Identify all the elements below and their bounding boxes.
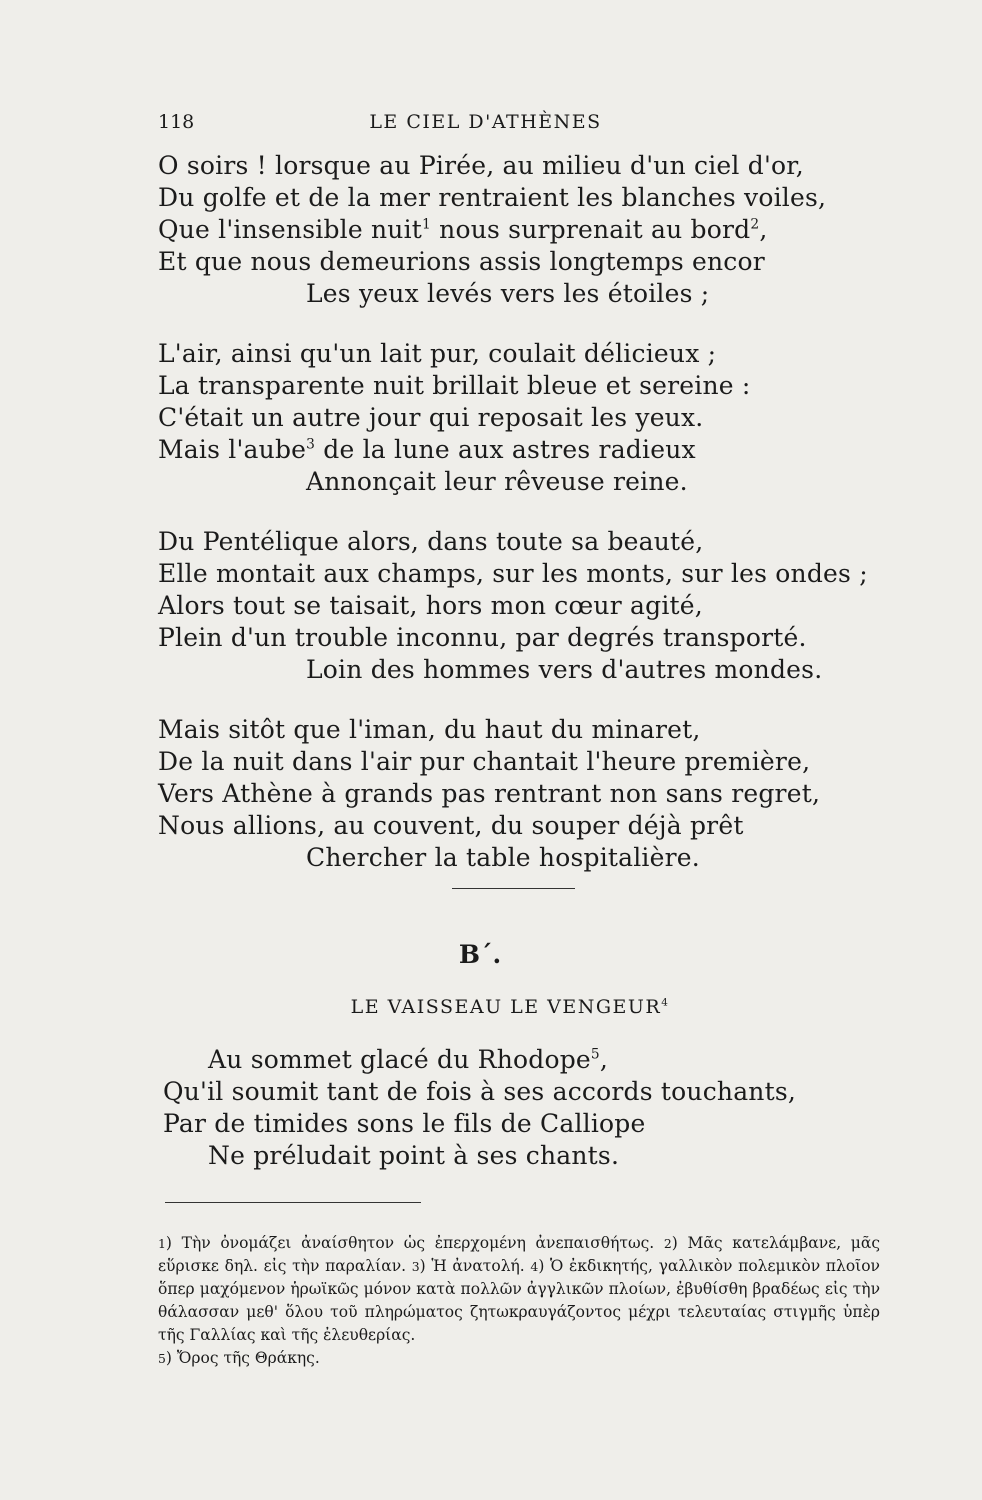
verse-text: O soirs ! lorsque au Pirée, au milieu d'un ciel d'or, [158, 151, 804, 180]
verse-text: Mais sitôt que l'iman, du haut du minaret, [158, 715, 701, 744]
footnote-number: 5 [158, 1351, 166, 1366]
footnotes-block-2: 5) Ὄρος τῆς Θράκης. [158, 1349, 320, 1367]
running-title: LE CIEL D'ATHÈNES [369, 111, 602, 133]
poem-title-text: LE VAISSEAU LE VENGEUR [350, 996, 662, 1018]
verse-line [158, 182, 878, 214]
footnote-number: 4 [530, 1259, 539, 1274]
footnote-ref: 5 [590, 1046, 600, 1063]
verse-line [158, 1076, 878, 1108]
poem-title [320, 996, 700, 1018]
verse-line [158, 150, 878, 182]
verse-line [158, 810, 878, 842]
verse-text: nous surprenait au bord [431, 215, 751, 244]
verse-line [158, 778, 878, 810]
verse-line [158, 434, 878, 466]
footnote-number: 1 [158, 1236, 166, 1251]
verse-text: Les yeux levés vers les étoiles ; [306, 279, 710, 308]
verse-line [158, 654, 878, 686]
verse-text: La transparente nuit brillait bleue et sereine : [158, 371, 751, 400]
verse-line [158, 246, 878, 278]
verse-text: de la lune aux astres radieux [315, 435, 696, 464]
poem-le-ciel-d-athenes [158, 150, 878, 902]
verse-line [158, 370, 878, 402]
section-divider [452, 888, 575, 889]
verse-text: Plein d'un trouble inconnu, par degrés transporté. [158, 623, 807, 652]
verse-line [158, 278, 878, 310]
footnote-text: Μᾶς κατελάμβανε, μᾶς εὕρισκε δηλ. εἰς τὴν παραλίαν. [158, 1234, 881, 1275]
verse-text: Ne préludait point à ses chants. [208, 1141, 620, 1170]
verse-line [158, 558, 878, 590]
footnote-text: Ἡ ἀνατολή. [431, 1257, 525, 1275]
footnote-number: 2 [663, 1236, 672, 1251]
verse-text: Que l'insensible nuit [158, 215, 423, 244]
verse-line [158, 842, 878, 874]
footnote-ref: 1 [422, 216, 431, 233]
verse-line [158, 590, 878, 622]
verse-text: Loin des hommes vers d'autres mondes. [306, 655, 823, 684]
verse-line [158, 1108, 878, 1140]
verse-text: Qu'il soumit tant de fois à ses accords touchants, [163, 1077, 797, 1106]
footnote-text: Ὄρος τῆς Θράκης. [176, 1349, 320, 1367]
verse-text: C'était un autre jour qui reposait les yeux. [158, 403, 704, 432]
footnote-number: 3 [411, 1259, 420, 1274]
verse-text: Alors tout se taisait, hors mon cœur agité, [158, 591, 703, 620]
poem-le-vaisseau-le-vengeur [158, 1044, 878, 1172]
footnotes-block-1: 1) Τὴν ὀνομάζει ἀναίσθητον ὡς ἐπερχομένη ἀνεπαισθήτως. 2) Μᾶς κατελάμβανε, μᾶς εὕρισκε δηλ. εἰς τὴν παραλίαν. 3) Ἡ ἀνατολή. 4) Ὁ ἐκδικητής, γαλλικὸν πολεμικὸν πλοῖον ὅπερ μαχόμενον ἡρωϊκῶς μόνον κατὰ πολλῶν ἀγγλικῶν πλοίων, ἐβυθίσθη βραδέως εἰς τὴν θάλασσαν μεθ' ὅλου τοῦ πληρώματος ζητωκραυγάζοντος μέχρι τελευταίας στιγμῆς ὑπὲρ τῆς Γαλλίας καὶ τῆς ἐλευθερίας. [158, 1234, 881, 1344]
footnote-rule [165, 1202, 421, 1203]
verse-text: Elle montait aux champs, sur les monts, sur les ondes ; [158, 559, 868, 588]
verse-text: Annonçait leur rêveuse reine. [306, 467, 688, 496]
verse-text: Et que nous demeurions assis longtemps encor [158, 247, 765, 276]
verse-line [158, 338, 878, 370]
footnote-ref: 2 [750, 216, 760, 233]
section-heading: Β΄. [458, 940, 502, 969]
verse-text: Mais l'aube [158, 435, 307, 464]
stanza [158, 150, 878, 310]
verse-text: L'air, ainsi qu'un lait pur, coulait délicieux ; [158, 339, 717, 368]
verse-text: Au sommet glacé du Rhodope [208, 1045, 591, 1074]
footnote-text: Τὴν ὀνομάζει ἀναίσθητον ὡς ἐπερχομένη ἀνεπαισθήτως. [181, 1234, 655, 1252]
verse-text: Chercher la table hospitalière. [306, 843, 700, 872]
verse-line [158, 1140, 878, 1172]
verse-line [158, 714, 878, 746]
footnote-ref: 3 [306, 436, 316, 453]
verse-text: , [759, 215, 768, 244]
verse-text: Du Pentélique alors, dans toute sa beauté, [158, 527, 704, 556]
footnote-ref: 4 [661, 996, 670, 1009]
verse-line [158, 622, 878, 654]
footnote-text: Ὁ ἐκδικητής, γαλλικὸν πολεμικὸν πλοῖον ὅπερ μαχόμενον ἡρωϊκῶς μόνον κατὰ πολλῶν ἀγγλικῶν πλοίων, ἐβυθίσθη βραδέως εἰς τὴν θάλασσαν μεθ' ὅλου τοῦ πληρώματος ζητωκραυγάζοντος μέχρι τελευταίας στιγμῆς ὑπὲρ τῆς Γαλλίας καὶ τῆς ἐλευθερίας. [158, 1257, 880, 1344]
verse-text: Nous allions, au couvent, du souper déjà prêt [158, 811, 744, 840]
stanza [158, 338, 878, 498]
verse-text: , [599, 1045, 609, 1074]
verse-text: Vers Athène à grands pas rentrant non sans regret, [158, 779, 821, 808]
verse-line [158, 746, 878, 778]
page-header [158, 111, 813, 141]
verse-line [158, 466, 878, 498]
verse-line [158, 402, 878, 434]
stanza [158, 714, 878, 874]
stanza [158, 526, 878, 686]
footnotes [158, 1232, 880, 1370]
verse-text: Du golfe et de la mer rentraient les blanches voiles, [158, 183, 827, 212]
verse-line [158, 1044, 878, 1076]
verse-line [158, 214, 878, 246]
verse-text: Par de timides sons le fils de Calliope [163, 1109, 646, 1138]
verse-text: De la nuit dans l'air pur chantait l'heure première, [158, 747, 811, 776]
verse-line [158, 526, 878, 558]
page-number: 118 [158, 111, 195, 133]
